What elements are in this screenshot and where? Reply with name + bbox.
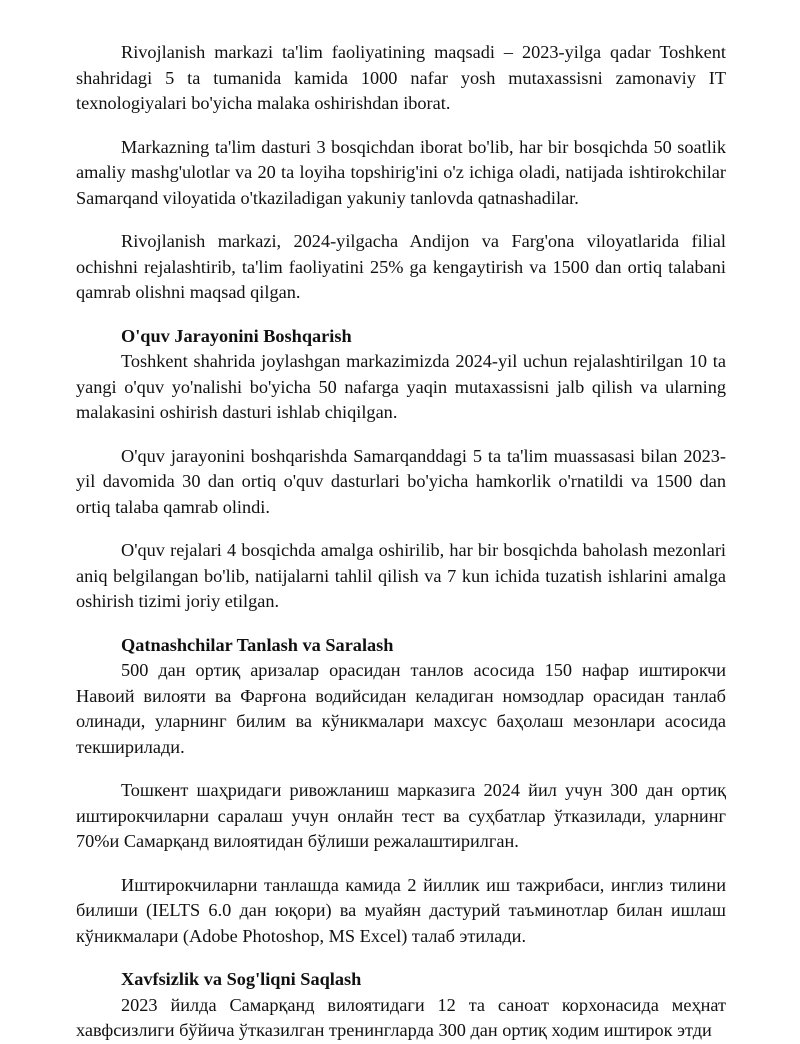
section-1-paragraph-1: Toshkent shahrida joylashgan markazimizda 2024-yil uchun rejalashtirilgan 10 ta yangi o'quv yo'nalishi bo'yicha 50 nafarga yaqin mutaxassisni jalb qilish va ularning malakasini oshirish dasturi ishlab chiqilgan. bbox=[76, 351, 726, 422]
section-3-paragraph-1: 2023 йилда Самарқанд вилоятидаги 12 та саноат корхонасида меҳнат хавфсизлиги бўйича ўтказилган тренингларда 300 дан ортиқ ходим иштирок этди bbox=[76, 994, 726, 1040]
intro-paragraph-2: Markazning ta'lim dasturi 3 bosqichdan iborat bo'lib, har bir bosqichda 50 soatlik amaliy mashg'ulotlar va 20 ta loyiha topshirig'ini o'z ichiga oladi, natijada ishtirokchilar Samarqand viloyatida o'tkaziladigan yakuniy tanlovda qatnashadilar. bbox=[76, 136, 726, 208]
document-page bbox=[76, 40, 726, 1044]
section-2-paragraph-3: Иштирокчиларни танлашда камида 2 йиллик иш тажрибаси, инглиз тилини билиши (IELTS 6.0 дан юқори) ва муайян дастурий таъминотлар билан ишлаш кўникмалари (Adobe Photoshop, MS Excel) талаб этилади. bbox=[76, 874, 726, 946]
section-heading-oquv-jarayoni: O'quv Jarayonini Boshqarish bbox=[121, 325, 352, 346]
section-2-paragraph-2: Тошкент шаҳридаги ривожланиш марказига 2024 йил учун 300 дан ортиқ иштирокчиларни саралаш учун онлайн тест ва суҳбатлар ўтказилади, уларнинг 70%и Самарқанд вилоятидан бўлиши режалаштирилган. bbox=[76, 780, 726, 851]
section-heading-qatnashchilar: Qatnashchilar Tanlash va Saralash bbox=[121, 634, 394, 655]
section-2-paragraph-1: 500 дан ортиқ аризалар орасидан танлов асосида 150 нафар иштирокчи Навоий вилояти ва Фарғона водийсидан келадиган номзодлар орасидан танлаб олинади, уларнинг билим ва кўникмалари махсус баҳолаш мезонлари асосида текширилади. bbox=[76, 660, 726, 757]
intro-paragraph-1: Rivojlanish markazi ta'lim faoliyatining maqsadi – 2023-yilga qadar Toshkent shahridagi 5 ta tumanida kamida 1000 nafar yosh mutaxassisni zamonaviy IT texnologiyalari bo'yicha malaka oshirishdan iborat. bbox=[76, 42, 726, 113]
intro-paragraph-3: Rivojlanish markazi, 2024-yilgacha Andijon va Farg'ona viloyatlarida filial ochishni rejalashtirib, ta'lim faoliyatini 25% ga kengaytirish va 1500 dan ortiq talabani qamrab olishni maqsad qilgan. bbox=[76, 231, 726, 302]
section-1-paragraph-2: O'quv jarayonini boshqarishda Samarqanddagi 5 ta ta'lim muassasasi bilan 2023-yil davomida 30 dan ortiq o'quv dasturlari bo'yicha hamkorlik o'rnatildi va 1500 dan ortiq talaba qamrab olindi. bbox=[76, 445, 726, 517]
section-heading-xavfsizlik: Xavfsizlik va Sog'liqni Saqlash bbox=[121, 969, 362, 989]
section-1-paragraph-3: O'quv rejalari 4 bosqichda amalga oshirilib, har bir bosqichda baholash mezonlari aniq belgilangan bo'lib, natijalarni tahlil qilish va 7 kun ichida tuzatish ishlarini amalga oshirish tizimi joriy etilgan. bbox=[76, 540, 726, 611]
